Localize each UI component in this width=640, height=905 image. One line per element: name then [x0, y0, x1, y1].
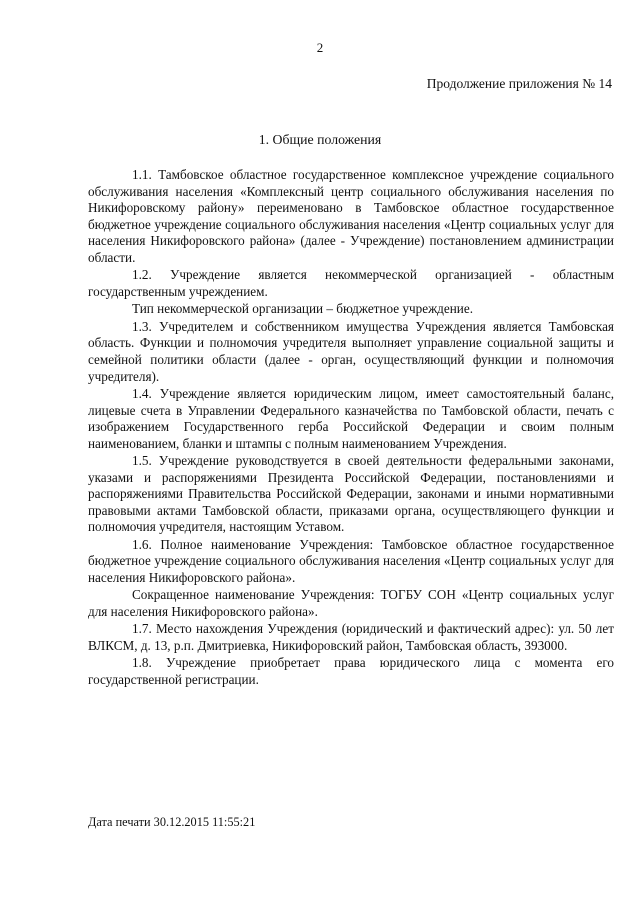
appendix-label: Продолжение приложения № 14	[426, 76, 612, 91]
document-body	[88, 167, 614, 689]
paragraph-1-3: 1.3. Учредителем и собственником имущества Учреждения является Тамбовская область. Функции и полномочия учредителя выполняет управление социальной защиты и семейной политики области (далее - орган, осуществляющий функции и полномочия учредителя).	[88, 318, 614, 384]
paragraph-1-4: 1.4. Учреждение является юридическим лицом, имеет самостоятельный баланс, лицевые счета в Управлении Федерального казначейства по Тамбовской области, печать с изображением Государственного герба Российской Федерации и своим полным наименованием, бланки и штампы с полным наименованием Учреждения.	[88, 385, 614, 451]
paragraph-org-type: Тип некоммерческой организации – бюджетное учреждение.	[132, 301, 474, 317]
paragraph-1-2: 1.2. Учреждение является некоммерческой организацией - областным государственным учреждением.	[88, 267, 614, 299]
paragraph-1-1: 1.1. Тамбовское областное государственное комплексное учреждение социального обслуживания населения «Комплексный центр социального обслуживания населения по Никифоровскому району» переименовано в Тамбовское областное государственное бюджетное учреждение социального обслуживания населения «Центр социальных услуг для населения Никифоровского района» (далее - Учреждение) постановлением администрации области.	[88, 167, 614, 265]
section-title: 1. Общие положения	[258, 132, 382, 147]
paragraph-1-8: 1.8. Учреждение приобретает права юридического лица с момента его государственной регистрации.	[88, 655, 614, 687]
paragraph-1-5: 1.5. Учреждение руководствуется в своей деятельности федеральными законами, указами и распоряжениями Президента Российской Федерации, постановлениями и распоряжениями Правительства Российской Федерации, законами и иными нормативными правовыми актами Тамбовской области, приказами органа, осуществляющего функции и полномочия учредителя, настоящим Уставом.	[88, 453, 614, 535]
print-date: Дата печати 30.12.2015 11:55:21	[88, 815, 256, 829]
paragraph-1-7: 1.7. Место нахождения Учреждения (юридический и фактический адрес): ул. 50 лет ВЛКСМ, д. 13, р.п. Дмитриевка, Никифоровский район, Тамбовская область, 393000.	[88, 621, 614, 653]
paragraph-1-6: 1.6. Полное наименование Учреждения: Тамбовское областное государственное бюджетное учреждение социального обслуживания населения «Центр социальных услуг для населения Никифоровского района».	[88, 536, 614, 586]
page-number: 2	[316, 40, 324, 55]
paragraph-short-name: Сокращенное наименование Учреждения: ТОГБУ СОН «Центр социальных услуг для населения Никифоровского района».	[88, 587, 614, 620]
